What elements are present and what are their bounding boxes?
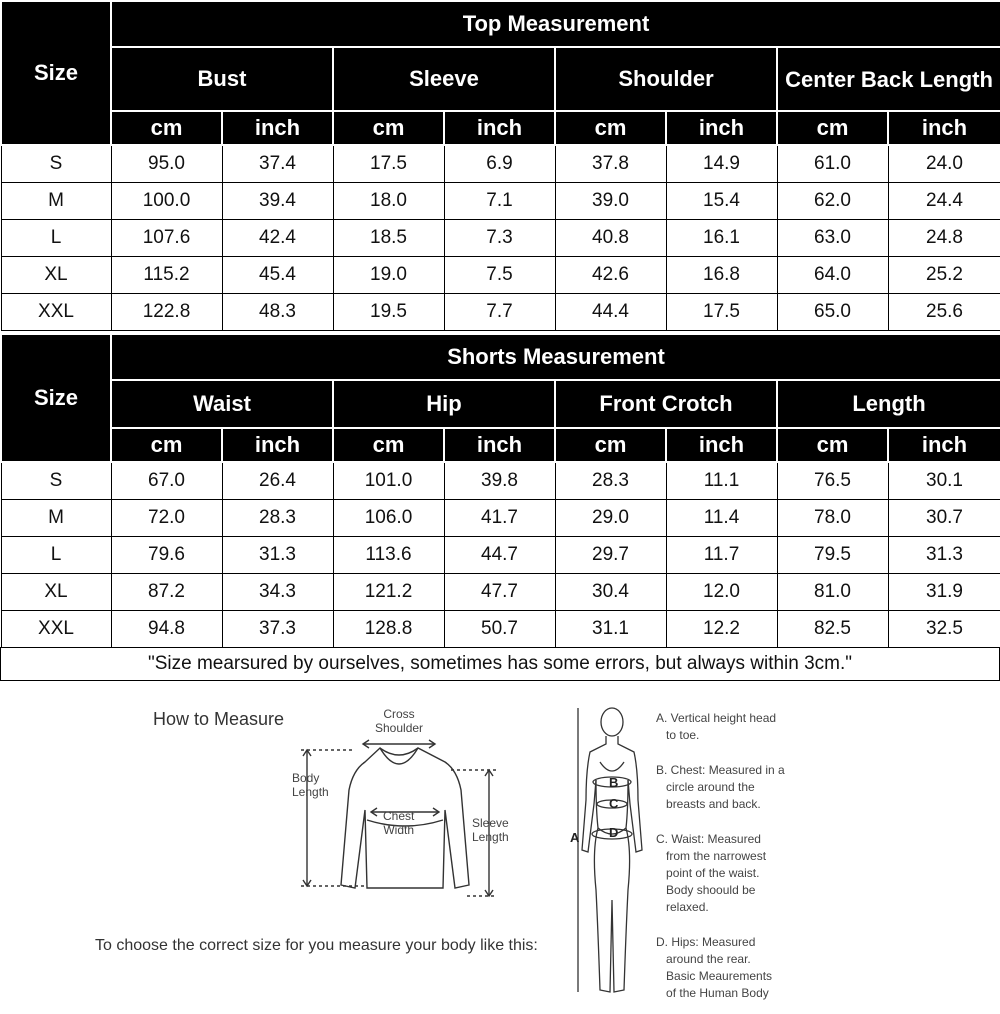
column-header: Length xyxy=(777,380,1000,428)
table-row xyxy=(1,462,1000,499)
sleeve-length-label: Sleeve Length xyxy=(472,816,509,844)
value-cell: 50.7 xyxy=(444,610,555,647)
column-header: Waist xyxy=(111,380,333,428)
label-a: A xyxy=(570,830,580,845)
size-cell: XL xyxy=(1,256,111,293)
value-cell: 28.3 xyxy=(555,462,666,499)
size-cell: XXL xyxy=(1,610,111,647)
table-title: Shorts Measurement xyxy=(111,334,1000,380)
value-cell: 79.6 xyxy=(111,536,222,573)
unit-header: inch xyxy=(888,111,1000,145)
column-header: Hip xyxy=(333,380,555,428)
value-cell: 39.8 xyxy=(444,462,555,499)
unit-header: cm xyxy=(333,428,444,462)
size-cell: M xyxy=(1,499,111,536)
value-cell: 100.0 xyxy=(111,182,222,219)
value-cell: 128.8 xyxy=(333,610,444,647)
value-cell: 7.3 xyxy=(444,219,555,256)
size-header: Size xyxy=(1,1,111,145)
unit-header: cm xyxy=(111,428,222,462)
value-cell: 101.0 xyxy=(333,462,444,499)
value-cell: 44.7 xyxy=(444,536,555,573)
unit-header: cm xyxy=(333,111,444,145)
table-row xyxy=(1,145,1000,182)
column-header: Sleeve xyxy=(333,47,555,111)
value-cell: 78.0 xyxy=(777,499,888,536)
value-cell: 81.0 xyxy=(777,573,888,610)
size-cell: L xyxy=(1,219,111,256)
size-cell: S xyxy=(1,462,111,499)
value-cell: 7.5 xyxy=(444,256,555,293)
value-cell: 7.7 xyxy=(444,293,555,330)
value-cell: 41.7 xyxy=(444,499,555,536)
value-cell: 94.8 xyxy=(111,610,222,647)
value-cell: 82.5 xyxy=(777,610,888,647)
value-cell: 11.4 xyxy=(666,499,777,536)
top-measurement-table xyxy=(0,0,1000,331)
unit-header: inch xyxy=(222,111,333,145)
value-cell: 72.0 xyxy=(111,499,222,536)
value-cell: 122.8 xyxy=(111,293,222,330)
unit-header: cm xyxy=(555,111,666,145)
value-cell: 24.8 xyxy=(888,219,1000,256)
choose-size-instruction: To choose the correct size for you measure your body like this: xyxy=(95,937,538,954)
value-cell: 11.1 xyxy=(666,462,777,499)
size-cell: XXL xyxy=(1,293,111,330)
unit-header: inch xyxy=(444,111,555,145)
size-header: Size xyxy=(1,334,111,462)
value-cell: 76.5 xyxy=(777,462,888,499)
table-row xyxy=(1,499,1000,536)
value-cell: 25.2 xyxy=(888,256,1000,293)
value-cell: 24.4 xyxy=(888,182,1000,219)
instruction-d: D. Hips: Measured around the rear. Basic Meaurements of the Human Body xyxy=(656,935,773,1000)
shorts-measurement-table xyxy=(0,333,1000,648)
value-cell: 64.0 xyxy=(777,256,888,293)
label-b: B xyxy=(609,775,619,790)
table-row xyxy=(1,610,1000,647)
value-cell: 45.4 xyxy=(222,256,333,293)
size-cell: L xyxy=(1,536,111,573)
unit-header: inch xyxy=(888,428,1000,462)
value-cell: 39.0 xyxy=(555,182,666,219)
label-d: D xyxy=(609,825,619,840)
value-cell: 107.6 xyxy=(111,219,222,256)
instruction-a: A. Vertical height head to toe. xyxy=(656,711,777,742)
column-header: Shoulder xyxy=(555,47,777,111)
value-cell: 30.4 xyxy=(555,573,666,610)
value-cell: 37.3 xyxy=(222,610,333,647)
body-figure-diagram xyxy=(560,700,650,1010)
column-header: Front Crotch xyxy=(555,380,777,428)
value-cell: 26.4 xyxy=(222,462,333,499)
measurement-note: "Size mearsured by ourselves, sometimes has some errors, but always within 3cm." xyxy=(0,647,1000,681)
value-cell: 18.5 xyxy=(333,219,444,256)
value-cell: 12.2 xyxy=(666,610,777,647)
table-title: Top Measurement xyxy=(111,1,1000,47)
value-cell: 37.4 xyxy=(222,145,333,182)
cross-shoulder-label: Cross Shoulder xyxy=(375,707,424,735)
size-cell: S xyxy=(1,145,111,182)
value-cell: 79.5 xyxy=(777,536,888,573)
value-cell: 31.3 xyxy=(888,536,1000,573)
column-header: Bust xyxy=(111,47,333,111)
table-row xyxy=(1,256,1000,293)
value-cell: 48.3 xyxy=(222,293,333,330)
value-cell: 32.5 xyxy=(888,610,1000,647)
value-cell: 40.8 xyxy=(555,219,666,256)
value-cell: 18.0 xyxy=(333,182,444,219)
size-cell: M xyxy=(1,182,111,219)
value-cell: 28.3 xyxy=(222,499,333,536)
value-cell: 30.7 xyxy=(888,499,1000,536)
instruction-b: B. Chest: Measured in a circle around the breasts and back. xyxy=(656,763,785,811)
value-cell: 6.9 xyxy=(444,145,555,182)
unit-header: cm xyxy=(555,428,666,462)
value-cell: 29.7 xyxy=(555,536,666,573)
unit-header: cm xyxy=(777,428,888,462)
value-cell: 11.7 xyxy=(666,536,777,573)
value-cell: 47.7 xyxy=(444,573,555,610)
value-cell: 19.0 xyxy=(333,256,444,293)
value-cell: 15.4 xyxy=(666,182,777,219)
value-cell: 25.6 xyxy=(888,293,1000,330)
value-cell: 31.3 xyxy=(222,536,333,573)
chest-width-label: Chest Width xyxy=(383,809,415,837)
table-row xyxy=(1,573,1000,610)
value-cell: 113.6 xyxy=(333,536,444,573)
value-cell: 42.4 xyxy=(222,219,333,256)
table-row xyxy=(1,182,1000,219)
value-cell: 121.2 xyxy=(333,573,444,610)
value-cell: 34.3 xyxy=(222,573,333,610)
value-cell: 61.0 xyxy=(777,145,888,182)
value-cell: 62.0 xyxy=(777,182,888,219)
value-cell: 16.8 xyxy=(666,256,777,293)
size-cell: XL xyxy=(1,573,111,610)
value-cell: 12.0 xyxy=(666,573,777,610)
value-cell: 17.5 xyxy=(333,145,444,182)
unit-header: inch xyxy=(444,428,555,462)
table-row xyxy=(1,536,1000,573)
column-header: Center Back Length xyxy=(777,47,1000,111)
unit-header: inch xyxy=(666,428,777,462)
table-row xyxy=(1,293,1000,330)
value-cell: 14.9 xyxy=(666,145,777,182)
instruction-c: C. Waist: Measured from the narrowest point of the waist. Body shoould be relaxed. xyxy=(656,832,767,914)
value-cell: 44.4 xyxy=(555,293,666,330)
unit-header: inch xyxy=(666,111,777,145)
value-cell: 37.8 xyxy=(555,145,666,182)
value-cell: 39.4 xyxy=(222,182,333,219)
value-cell: 17.5 xyxy=(666,293,777,330)
value-cell: 29.0 xyxy=(555,499,666,536)
value-cell: 67.0 xyxy=(111,462,222,499)
value-cell: 115.2 xyxy=(111,256,222,293)
value-cell: 63.0 xyxy=(777,219,888,256)
value-cell: 19.5 xyxy=(333,293,444,330)
value-cell: 87.2 xyxy=(111,573,222,610)
value-cell: 7.1 xyxy=(444,182,555,219)
body-length-label: Body Length xyxy=(292,771,329,799)
value-cell: 42.6 xyxy=(555,256,666,293)
value-cell: 24.0 xyxy=(888,145,1000,182)
value-cell: 31.1 xyxy=(555,610,666,647)
how-to-measure-title: How to Measure xyxy=(153,709,285,729)
value-cell: 95.0 xyxy=(111,145,222,182)
value-cell: 30.1 xyxy=(888,462,1000,499)
table-row xyxy=(1,219,1000,256)
unit-header: cm xyxy=(777,111,888,145)
value-cell: 31.9 xyxy=(888,573,1000,610)
value-cell: 65.0 xyxy=(777,293,888,330)
label-c: C xyxy=(609,796,619,811)
unit-header: inch xyxy=(222,428,333,462)
unit-header: cm xyxy=(111,111,222,145)
value-cell: 106.0 xyxy=(333,499,444,536)
value-cell: 16.1 xyxy=(666,219,777,256)
